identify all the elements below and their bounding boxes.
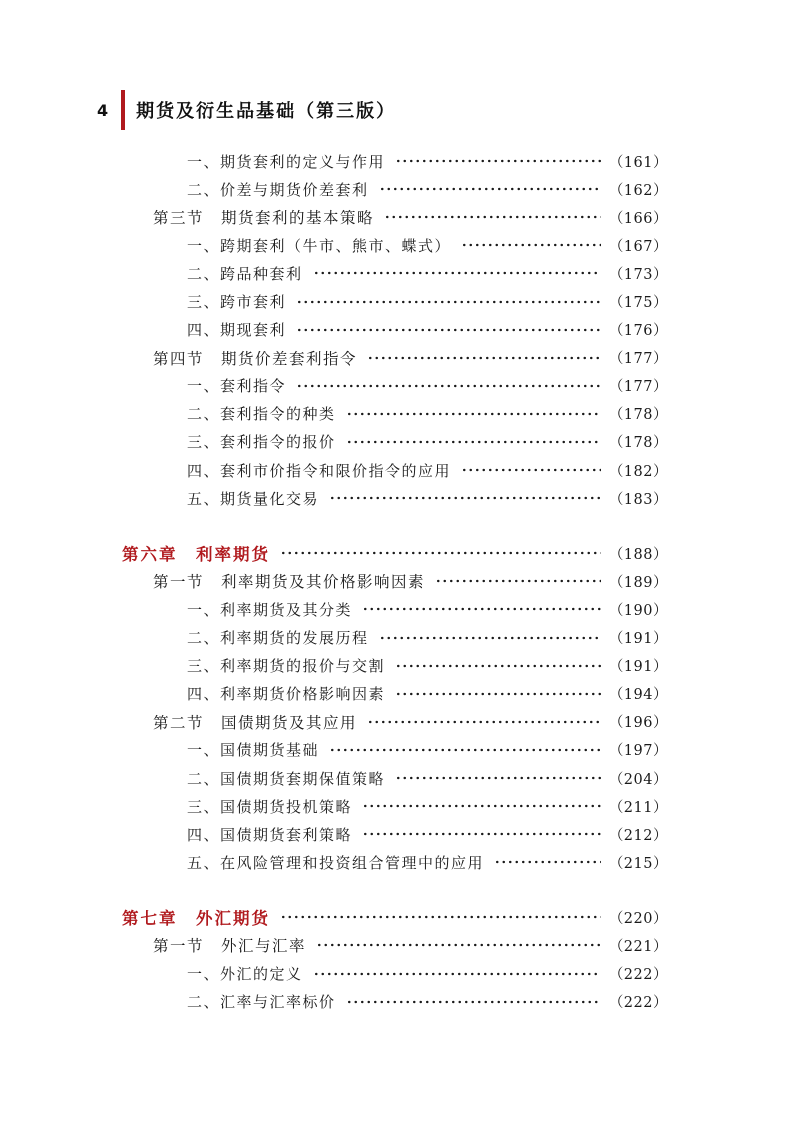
dot-leader: [379, 635, 601, 641]
toc-entry-page: （173）: [608, 266, 668, 283]
dot-leader: [296, 299, 601, 305]
toc-row: [122, 903, 668, 931]
dot-leader: [395, 158, 601, 164]
dot-leader: [313, 971, 601, 977]
toc-entry-label: 第四节 期货价差套利指令: [153, 349, 358, 368]
toc-entry-page: （166）: [608, 210, 668, 227]
toc-entry-page: （177）: [608, 351, 668, 368]
toc-row: [122, 624, 668, 652]
toc-entry-label: 第三节 期货套利的基本策略: [153, 209, 375, 228]
toc-entry-page: （221）: [608, 938, 668, 955]
toc-entry-page: （204）: [608, 771, 668, 788]
toc-row: [122, 539, 668, 567]
dot-leader: [296, 327, 601, 333]
dot-leader: [329, 495, 601, 501]
dot-leader: [367, 355, 601, 361]
toc-row: [122, 988, 668, 1016]
toc-entry-label: 二、跨品种套利: [187, 264, 303, 283]
toc-entry-label: 四、利率期货价格影响因素: [187, 685, 386, 704]
toc-row: [122, 820, 668, 848]
toc-entry-page: （191）: [608, 631, 668, 648]
toc-row: [122, 147, 668, 175]
toc-row: [122, 287, 668, 315]
dot-leader: [395, 691, 601, 697]
dot-leader: [435, 578, 601, 584]
header-page-number: 4: [97, 100, 109, 120]
toc-entry-page: （220）: [608, 910, 668, 927]
dot-leader: [329, 747, 601, 753]
toc-entry-page: （175）: [608, 295, 668, 312]
toc-entry-label: 五、期货量化交易: [187, 489, 320, 508]
toc-row: [122, 736, 668, 764]
dot-leader: [367, 719, 601, 725]
toc-row: [122, 595, 668, 623]
dot-leader: [395, 663, 601, 669]
toc-row: [122, 764, 668, 792]
toc-entry-label: 第一节 外汇与汇率: [153, 937, 307, 956]
toc-entry-label: 一、期货套利的定义与作用: [187, 152, 386, 171]
dot-leader: [362, 803, 601, 809]
toc-entry-page: （176）: [608, 323, 668, 340]
header-divider-bar: [121, 90, 125, 130]
toc-entry-label: 三、跨市套利: [187, 293, 287, 312]
toc-row: [122, 372, 668, 400]
toc-row: [122, 428, 668, 456]
toc-entry-page: （194）: [608, 687, 668, 704]
toc-row: [122, 400, 668, 428]
toc-entry-label: 一、外汇的定义: [187, 965, 303, 984]
toc-entry-page: （222）: [608, 995, 668, 1012]
dot-leader: [280, 914, 601, 920]
toc-row: [122, 680, 668, 708]
toc-entry-label: 第二节 国债期货及其应用: [153, 713, 358, 732]
toc-entry-page: （212）: [608, 827, 668, 844]
toc-entry-label: 三、国债期货投机策略: [187, 797, 353, 816]
toc-entry-page: （211）: [608, 799, 668, 816]
toc-row: [122, 652, 668, 680]
toc-entry-label: 二、利率期货的发展历程: [187, 629, 369, 648]
toc-entry-label: 五、在风险管理和投资组合管理中的应用: [187, 853, 485, 872]
toc-entry-page: （188）: [608, 546, 668, 563]
toc-row: [122, 848, 668, 876]
toc-row: [122, 484, 668, 512]
dot-leader: [362, 606, 601, 612]
toc-entry-page: （182）: [608, 463, 668, 480]
toc-entry-label: 一、国债期货基础: [187, 741, 320, 760]
dot-leader: [494, 859, 601, 865]
toc-entry-label: 一、利率期货及其分类: [187, 600, 353, 619]
dot-leader: [461, 242, 601, 248]
toc-row: [122, 708, 668, 736]
dot-leader: [316, 942, 601, 948]
toc-entry-page: （196）: [608, 715, 668, 732]
toc-entry-page: （191）: [608, 659, 668, 676]
toc-entry-page: （215）: [608, 855, 668, 872]
toc-entry-label: 第七章 外汇期货: [122, 909, 270, 929]
toc-row: [122, 344, 668, 372]
toc-entry-page: （189）: [608, 574, 668, 591]
toc-entry-page: （178）: [608, 407, 668, 424]
toc-entry-label: 第一节 利率期货及其价格影响因素: [153, 573, 426, 592]
toc-entry-page: （197）: [608, 743, 668, 760]
dot-leader: [362, 831, 601, 837]
dot-leader: [346, 439, 601, 445]
dot-leader: [379, 186, 601, 192]
toc-entry-label: 二、套利指令的种类: [187, 405, 336, 424]
toc-entry-label: 三、利率期货的报价与交割: [187, 657, 386, 676]
toc-row: [122, 792, 668, 820]
toc-entry-page: （162）: [608, 182, 668, 199]
dot-leader: [395, 775, 601, 781]
toc-entry-label: 第六章 利率期货: [122, 545, 270, 565]
toc-entry-label: 二、价差与期货价差套利: [187, 180, 369, 199]
toc-entry-label: 一、跨期套利（牛市、熊市、蝶式）: [187, 236, 452, 255]
toc-row: [122, 456, 668, 484]
toc-entry-page: （178）: [608, 435, 668, 452]
toc-entry-page: （161）: [608, 154, 668, 171]
toc-entry-page: （167）: [608, 238, 668, 255]
toc-row: [122, 567, 668, 595]
dot-leader: [280, 550, 601, 556]
toc-entry-label: 二、汇率与汇率标价: [187, 993, 336, 1012]
dot-leader: [313, 270, 601, 276]
dot-leader: [346, 999, 601, 1005]
toc-row: [122, 231, 668, 259]
toc-row: [122, 175, 668, 203]
running-header: [97, 90, 396, 130]
header-book-title: 期货及衍生品基础（第三版）: [136, 101, 397, 122]
dot-leader: [296, 383, 601, 389]
toc-entry-label: 四、套利市价指令和限价指令的应用: [187, 461, 452, 480]
toc-entry-label: 二、国债期货套期保值策略: [187, 769, 386, 788]
toc-row: [122, 316, 668, 344]
toc-row: [122, 931, 668, 959]
dot-leader: [384, 214, 601, 220]
table-of-contents: [122, 147, 668, 1016]
dot-leader: [346, 411, 601, 417]
toc-entry-label: 一、套利指令: [187, 377, 287, 396]
toc-entry-page: （222）: [608, 967, 668, 984]
toc-entry-page: （183）: [608, 491, 668, 508]
toc-row: [122, 259, 668, 287]
dot-leader: [461, 467, 601, 473]
toc-entry-label: 四、期现套利: [187, 321, 287, 340]
toc-entry-label: 四、国债期货套利策略: [187, 825, 353, 844]
toc-row: [122, 203, 668, 231]
toc-entry-page: （177）: [608, 379, 668, 396]
toc-entry-label: 三、套利指令的报价: [187, 433, 336, 452]
toc-row: [122, 960, 668, 988]
toc-entry-page: （190）: [608, 602, 668, 619]
